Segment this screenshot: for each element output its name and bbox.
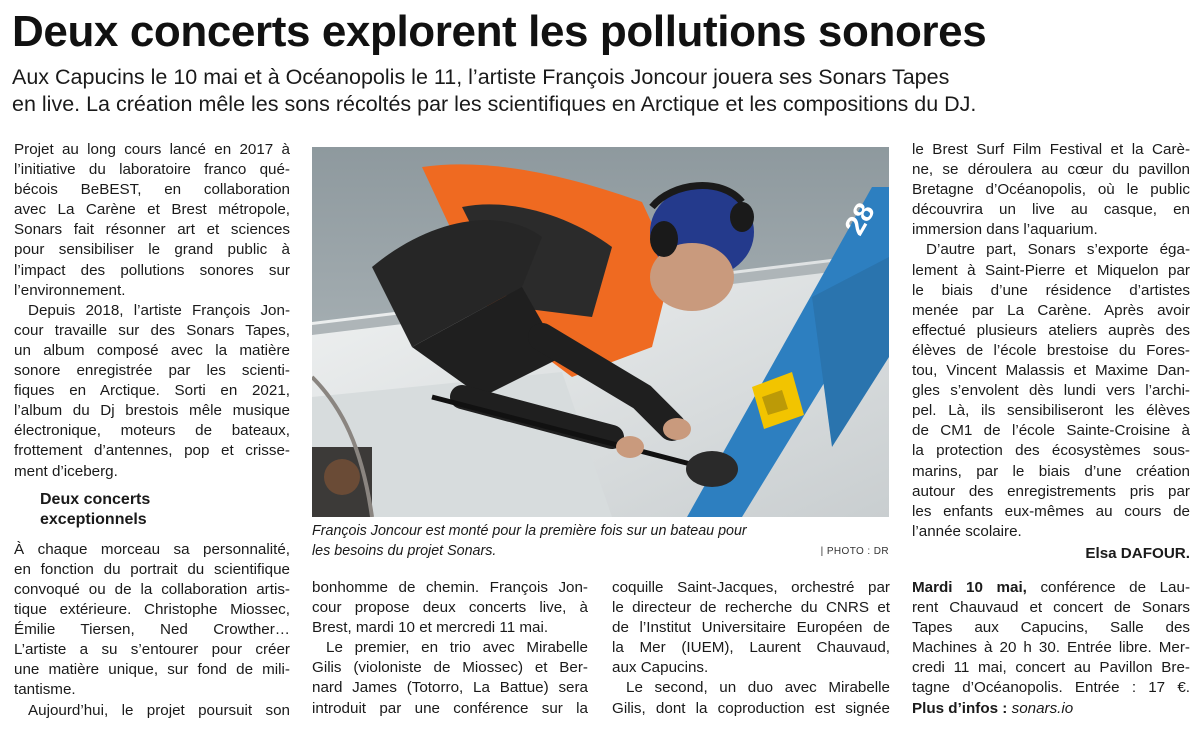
- text-line: rent Chauvaud et concert de Sonars: [912, 599, 1190, 617]
- text-line: pour sensibiliser le grand public à: [14, 241, 290, 259]
- text-line: les enfants eux-mêmes au cours de: [912, 502, 1190, 520]
- article-column-2: [312, 578, 588, 719]
- text-line: Projet au long cours lancé en 2017 à: [14, 141, 290, 158]
- text-line: l’année scolaire.: [912, 522, 1022, 540]
- text-line: tantisme.: [14, 681, 76, 699]
- standfirst-line: Aux Capucins le 10 mai et à Océanopolis le 11, l’artiste François Joncour jouera ses Sonars Tapes: [12, 65, 950, 89]
- subheading-line: exceptionnels: [40, 510, 147, 528]
- text-line: ment d’iceberg.: [14, 462, 118, 480]
- text-line: un album composé avec la matière: [14, 341, 290, 359]
- text-line: aux Capucins.: [612, 659, 709, 677]
- photo-illustration: [312, 147, 889, 517]
- article-standfirst: [12, 64, 1192, 118]
- text-line: Le second, un duo avec Mirabelle: [626, 679, 890, 697]
- caption-line: les besoins du projet Sonars.: [312, 542, 497, 559]
- text-line: sonore enregistrée par les scienti-: [14, 362, 290, 380]
- text-line: Bretagne d’Océanopolis, où le public: [912, 181, 1190, 199]
- caption-line: François Joncour est monté pour la première fois sur un bateau pour: [312, 523, 747, 539]
- more-info-line: [912, 699, 1190, 719]
- text-line: découvrira un live au casque, en: [912, 201, 1190, 219]
- text-line: convoqué ou de la collaboration artis-: [14, 580, 290, 598]
- text-line: credi 11 mai, concert au Pavillon Bre-: [912, 659, 1190, 677]
- text-line: bonhomme de chemin. François Jon-: [312, 579, 588, 596]
- text-line: l’initiative du laboratoire franco qué-: [14, 161, 290, 179]
- text-line: de l’Institut Universitaire Européen de: [612, 619, 890, 637]
- website-link[interactable]: sonars.io: [1011, 699, 1074, 717]
- text-line: la protection des écosystèmes sous-: [912, 442, 1190, 460]
- text-line: une matière unique, sur fond de mili-: [14, 661, 290, 679]
- text-line: la Mer (IUEM), Laurent Chauvaud,: [612, 639, 890, 657]
- photo-credit: | PHOTO : DR: [820, 545, 889, 557]
- text-line: marins, par le biais d’une création: [912, 462, 1190, 480]
- text-line: Sonars fait résonner art et sciences: [14, 221, 290, 239]
- text-line: À chaque morceau sa personnalité,: [14, 540, 290, 558]
- text-line: immersion dans l’aquarium.: [912, 221, 1098, 239]
- text-line: électronique, moteurs de bateaux,: [14, 422, 290, 440]
- subheading-line: Deux concerts: [40, 490, 151, 508]
- text-line: gles s’envolent dès lundi vers l’archi-: [912, 382, 1190, 400]
- text-line: pel. Là, ils sensibiliseront les élèves: [912, 402, 1190, 420]
- text-line: bécois BeBEST, en collaboration: [14, 181, 290, 199]
- text-line: nard James (Totorro, La Battue) sera: [312, 679, 588, 697]
- text-line: Aujourd’hui, le projet poursuit son: [28, 701, 290, 719]
- text-line: de CM1 de l’école Sainte-Croisine à: [912, 422, 1190, 440]
- article-headline: Deux concerts explorent les pollutions sonores: [12, 7, 987, 56]
- text-line: introduit par une conférence sur la: [312, 699, 588, 717]
- crane-marking: 28: [838, 197, 881, 240]
- text-line: autour des enregistrements pris par: [912, 482, 1190, 500]
- event-date-label: Mardi 10 mai,: [912, 579, 1027, 596]
- text-fragment: conférence de Lau-: [1026, 579, 1191, 596]
- text-line: tou, Vincent Malassis et Maxime Dan-: [912, 362, 1190, 380]
- text-line: fiques en Arctique. Sorti en 2021,: [14, 382, 290, 400]
- text-line: cour propose deux concerts live, à: [312, 599, 588, 617]
- text-line: Émilie Tiersen, Ned Crowther…: [14, 621, 290, 639]
- text-line: lement à Saint-Pierre et Miquelon par: [912, 261, 1190, 279]
- text-line: l’impact des pollutions sonores sur: [14, 261, 290, 279]
- text-line: L’artiste a su s’entourer pour créer: [14, 641, 290, 659]
- text-line: effectué plusieurs ateliers auprès des: [912, 321, 1190, 339]
- text-line: D’autre part, Sonars s’exporte éga-: [926, 241, 1190, 259]
- text-line: l’environnement.: [14, 281, 126, 299]
- standfirst-line: en live. La création mêle les sons récoltés par les scientifiques en Arctique et les compositions du DJ.: [12, 92, 977, 116]
- article-column-4: [912, 140, 1190, 564]
- text-line: ne, se déroulera au cœur du pavillon: [912, 161, 1190, 179]
- text-line: menée par La Carène. Après avoir: [912, 301, 1190, 319]
- text-line: Machines à 20 h 30. Entrée libre. Mer-: [912, 639, 1190, 657]
- text-line: cour travaille sur des Sonars Tapes,: [14, 321, 290, 339]
- text-line: l’album du Dj brestois mêle musique: [14, 402, 290, 420]
- photo-caption: [312, 522, 889, 561]
- text-line: Gilis, dont la coproduction est signée: [612, 699, 890, 717]
- text-line: Gilis (violoniste de Miossec) et Ber-: [312, 659, 588, 677]
- text-line: coquille Saint-Jacques, orchestré par: [612, 579, 890, 596]
- text-line: élèves de l’école brestoise du Fores-: [912, 341, 1190, 359]
- author-signature: Elsa DAFOUR.: [1085, 544, 1190, 562]
- text-line: le biais d’une résidence d’artistes: [912, 281, 1190, 299]
- text-line: avec La Carène et Brest métropole,: [14, 201, 290, 219]
- text-line: Tapes aux Capucins, Salle des: [912, 619, 1190, 637]
- article-column-1: [14, 140, 290, 721]
- text-line: tagne d’Océanopolis. Entrée : 17 €.: [912, 679, 1190, 697]
- event-info: [912, 578, 1190, 719]
- text-line: le directeur de recherche du CNRS et: [612, 599, 890, 617]
- text-line: en fonction du portrait du scientifique: [14, 560, 290, 578]
- text-line: Brest, mardi 10 et mercredi 11 mai.: [312, 619, 549, 637]
- text-line: frottement d’antennes, pop et crisse-: [14, 442, 290, 460]
- text-line: tique extérieure. Christophe Miossec,: [14, 601, 290, 619]
- more-info-label: Plus d’infos :: [912, 699, 1008, 717]
- text-line: Le premier, en trio avec Mirabelle: [326, 639, 588, 657]
- text-line: Depuis 2018, l’artiste François Jon-: [28, 301, 290, 319]
- text-line: le Brest Surf Film Festival et la Carè-: [912, 141, 1190, 158]
- article-column-3: [612, 578, 890, 719]
- text-line: [912, 578, 1190, 598]
- article-photo: [312, 147, 889, 517]
